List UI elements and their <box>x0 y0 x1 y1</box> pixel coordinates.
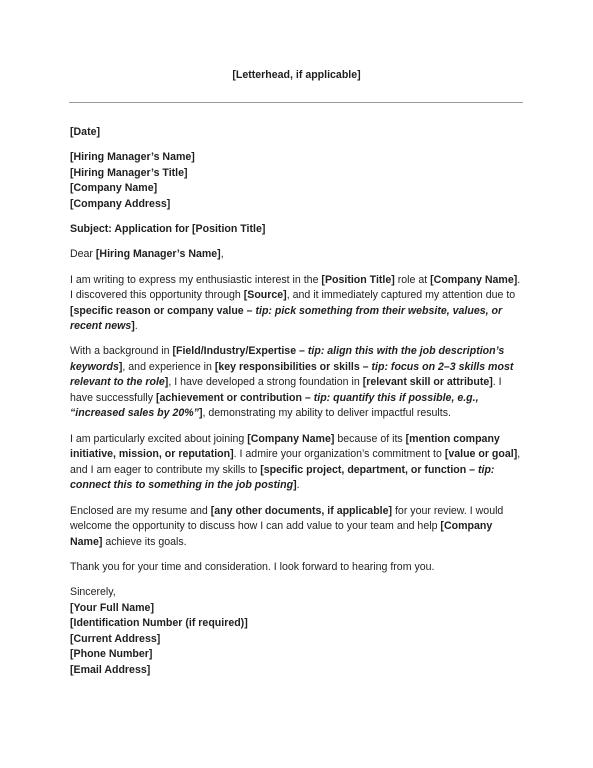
text: I am writing to express my enthusiastic interest in the <box>70 273 322 286</box>
text: because of its <box>334 432 406 445</box>
greeting-suffix: , <box>220 248 224 261</box>
signature-block <box>70 585 524 678</box>
placeholder-relevant-skill: [relevant skill or attribute] <box>362 376 493 389</box>
placeholder-close: ] <box>198 407 203 420</box>
subject-line: Subject: Application for [Position Title] <box>70 223 266 236</box>
placeholder-specific-project: [specific project, department, or function – <box>260 463 478 476</box>
recipient-title: [Hiring Manager’s Title] <box>70 166 188 179</box>
greeting <box>70 247 524 263</box>
placeholder-close: ] <box>293 479 297 492</box>
recipient-name: [Hiring Manager’s Name] <box>70 151 195 164</box>
text: I am particularly excited about joining <box>70 432 248 445</box>
paragraph-thanks: Thank you for your time and consideration. I look forward to hearing from you. <box>70 560 435 573</box>
text: , demonstrating my ability to deliver impactful results. <box>202 407 451 420</box>
text: Enclosed are my resume and <box>70 504 211 517</box>
recipient-company: [Company Name] <box>70 182 158 195</box>
text: . <box>296 479 300 492</box>
text: for your review. I would welcome the opportunity to discuss how I can add value to your team and help <box>70 504 504 533</box>
recipient-block <box>70 150 524 212</box>
recipient-address: [Company Address] <box>70 197 171 210</box>
text: role at <box>394 273 431 286</box>
tip-text: tip: align this with the job description’s keywords <box>70 345 505 373</box>
tip-text: tip: pick something from their website, values, or recent news <box>70 304 503 333</box>
text: achieve its goals. <box>102 535 187 548</box>
text: . I have successfully <box>70 376 502 404</box>
text: . I admire your organization’s commitment to <box>233 448 445 461</box>
placeholder-responsibilities: [key responsibilities or skills – <box>214 360 372 373</box>
paragraph-background <box>70 344 524 422</box>
paragraph-enclosure <box>70 504 524 551</box>
tip-text: tip: quantify this if possible, e.g., “increased sales by 20%” <box>70 391 479 420</box>
placeholder-field: [Field/Industry/Expertise – <box>172 345 308 358</box>
text: , and it immediately captured my attention due to <box>286 289 516 302</box>
tip-text: tip: connect this to something in the job posting <box>70 463 495 492</box>
placeholder-close: ] <box>164 376 169 389</box>
letterhead-divider <box>69 102 523 103</box>
signature-email: [Email Address] <box>70 663 151 676</box>
placeholder-company-name: [Company Name] <box>430 273 518 286</box>
paragraph-intro <box>70 273 524 335</box>
placeholder-specific-reason: [specific reason or company value – <box>70 304 256 317</box>
placeholder-company-name: [Company Name] <box>247 432 335 445</box>
placeholder-achievement: [achievement or contribution – <box>155 391 314 404</box>
text: . <box>134 320 138 333</box>
placeholder-close: ] <box>118 360 123 373</box>
paragraph-motivation <box>70 432 524 494</box>
tip-text: tip: focus on 2–3 skills most relevant to the role <box>70 360 514 389</box>
date: [Date] <box>70 126 101 138</box>
text: , and I am eager to contribute my skills to <box>70 448 521 476</box>
letter-body <box>70 125 524 688</box>
placeholder-other-documents: [any other documents, if applicable] <box>210 504 393 517</box>
signature-name: [Your Full Name] <box>70 601 154 614</box>
signature-address: [Current Address] <box>70 632 161 645</box>
placeholder-value-or-goal: [value or goal] <box>444 448 518 461</box>
greeting-prefix: Dear <box>70 248 96 261</box>
greeting-name: [Hiring Manager’s Name] <box>95 248 221 261</box>
closing: Sincerely, <box>70 586 116 599</box>
text: , I have developed a strong foundation in <box>168 376 363 389</box>
signature-phone: [Phone Number] <box>70 648 153 661</box>
placeholder-company-initiative: [mention company initiative, mission, or reputation] <box>70 432 500 461</box>
signature-id: [Identification Number (if required)] <box>70 617 248 630</box>
text: With a background in <box>70 345 173 358</box>
letterhead: [Letterhead, if applicable] <box>232 69 361 81</box>
placeholder-company-name: [Company Name] <box>70 520 493 548</box>
placeholder-position-title: [Position Title] <box>321 273 395 286</box>
text: . I discovered this opportunity through <box>70 273 521 302</box>
placeholder-close: ] <box>131 320 135 333</box>
text: , and experience in <box>122 360 215 373</box>
placeholder-source: [Source] <box>243 289 287 302</box>
